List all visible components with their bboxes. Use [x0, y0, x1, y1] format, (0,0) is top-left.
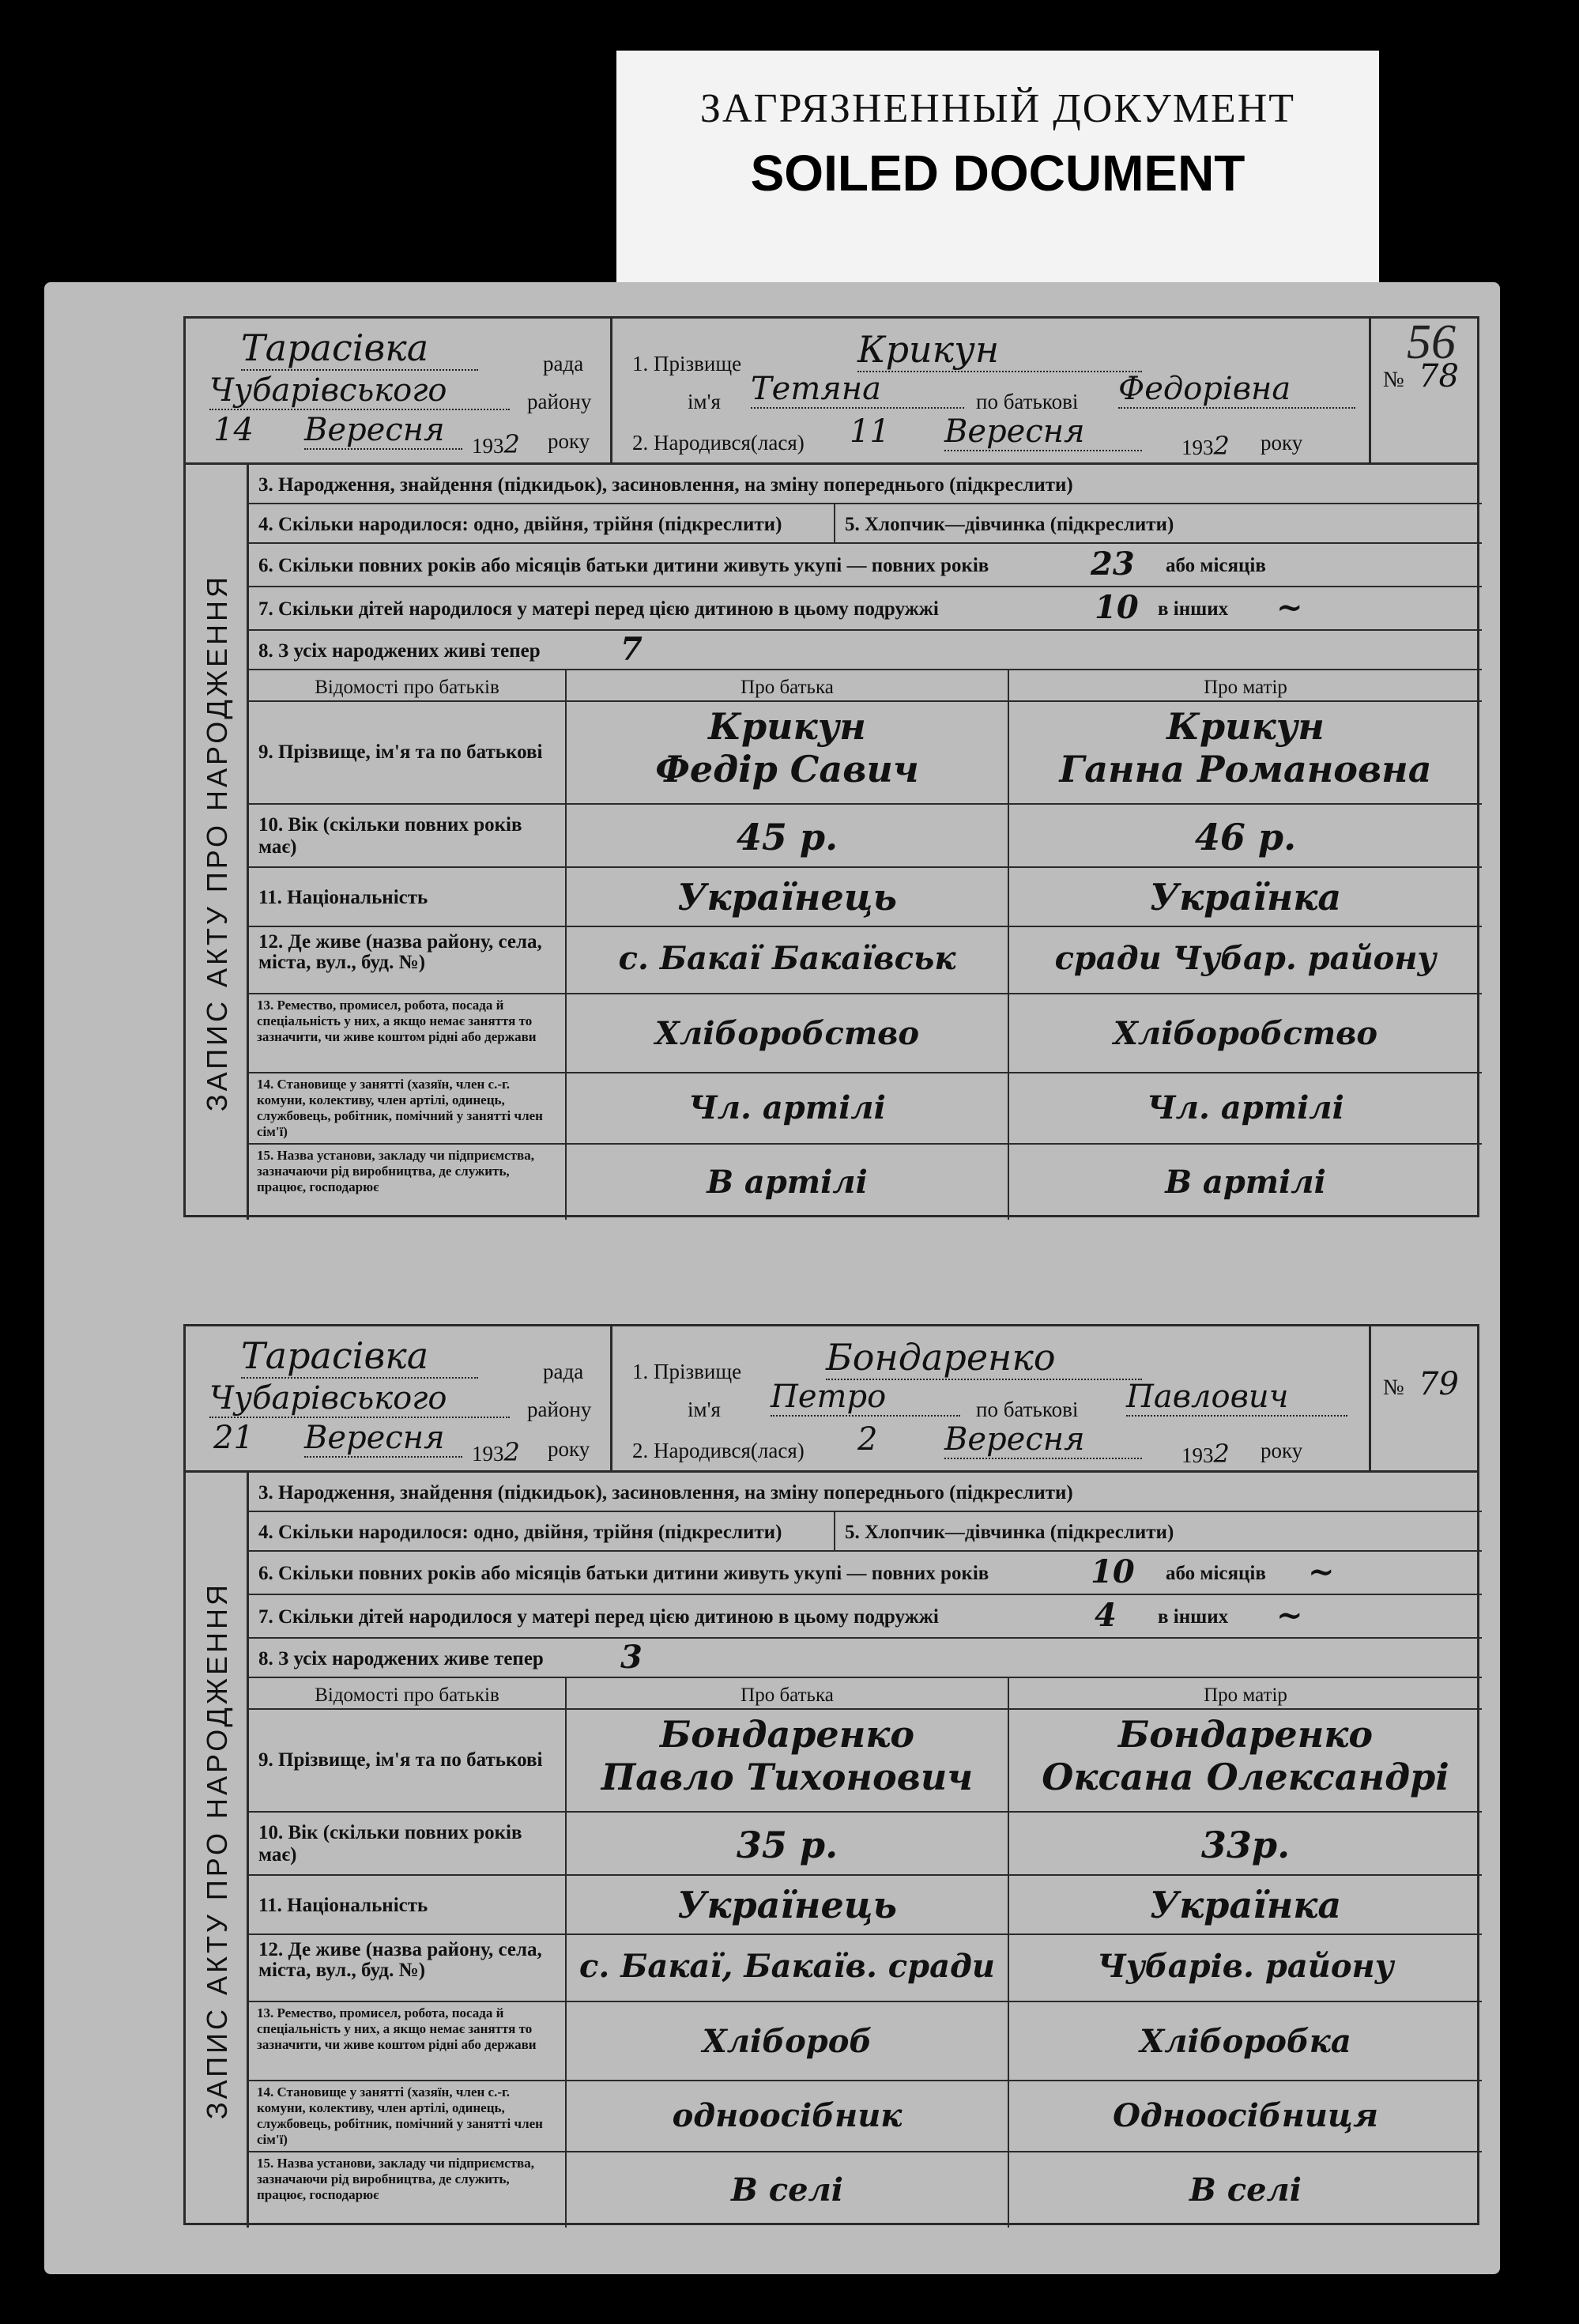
- row-7-label: 7. Скільки дітей народилося у матері перед цією дитиною в цьому подружжі: [258, 1606, 939, 1628]
- row-4-5: [249, 1512, 1482, 1552]
- row-14-label-cell: [249, 1073, 565, 1143]
- row-8-label: 8. З усіх народжених живе тепер: [258, 1648, 544, 1669]
- row-10-label: 10. Вік (скільки повних років має): [258, 1822, 522, 1866]
- row-14: [249, 2081, 1482, 2152]
- mother-name-cell: [1008, 702, 1482, 803]
- name-label: ім'я: [688, 390, 721, 413]
- mother-workplace-cell: [1008, 1145, 1482, 1220]
- record-number: 78: [1419, 358, 1459, 394]
- child-info-block: [612, 1326, 1371, 1470]
- parents-header-row: [249, 670, 1482, 702]
- registry-office-block: [186, 1326, 612, 1470]
- row-10: [249, 805, 1482, 868]
- mother-nationality: Українка: [1149, 876, 1342, 919]
- row-6-months-label: або місяців: [1166, 555, 1266, 576]
- row-9-label-cell: [249, 1710, 565, 1811]
- row-11: [249, 1876, 1482, 1935]
- child-name: Петро: [771, 1379, 960, 1417]
- row-10-label-cell: [249, 805, 565, 866]
- row-13-label: 13. Ремество, промисел, робота, посада й спеціальність у них, а якщо немає заняття то зазначити, чи живе коштом рідні або держави: [257, 998, 537, 1044]
- father-residence: с. Бакаї, Бакаїв. сради: [579, 1948, 995, 1985]
- born-label: 2. Народився(лася): [632, 1439, 805, 1462]
- born-year-print: 193: [1181, 436, 1214, 459]
- born-month: Вересня: [944, 413, 1142, 451]
- birth-record-78: [183, 316, 1479, 1217]
- father-occupation-cell: [565, 994, 1008, 1072]
- col-father-label: Про батька: [741, 1685, 834, 1706]
- record-number: 79: [1419, 1366, 1459, 1402]
- row-3-label: 3. Народження, знайдення (підкидьок), засиновлення, на зміну попереднього (підкреслити): [258, 1482, 1073, 1503]
- row-5-label: 5. Хлопчик—дівчинка (підкреслити): [845, 1522, 1174, 1543]
- registration-year: 2: [503, 1437, 520, 1467]
- row-3: [249, 1473, 1482, 1512]
- row-3-label: 3. Народження, знайдення (підкидьок), засиновлення, на зміну попереднього (підкреслити): [258, 474, 1073, 496]
- row-12: [249, 1935, 1482, 2002]
- row-6: [249, 1552, 1482, 1595]
- years-together: 23: [1091, 545, 1135, 583]
- parents-header-row: [249, 1678, 1482, 1710]
- rada-label: рада: [543, 1360, 584, 1383]
- father-age-cell: [565, 1813, 1008, 1874]
- father-age: 45 р.: [736, 816, 838, 858]
- born-roku-label: року: [1261, 431, 1303, 455]
- child-name: Тетяна: [751, 371, 964, 409]
- father-residence: с. Бакаї Бакаївськ: [618, 940, 956, 977]
- mother-status: Чл. артілі: [1147, 1089, 1344, 1126]
- father-name-cell: [565, 702, 1008, 803]
- mother-residence: сради Чубар. району: [1054, 940, 1437, 977]
- registration-year: 2: [503, 429, 520, 459]
- row-12-label: 12. Де живе (назва району, села, міста, вул., буд. №): [258, 931, 542, 973]
- row-6-label: 6. Скільки повних років або місяців батьки дитини живуть укупі — повних років: [258, 555, 989, 576]
- father-workplace: В артілі: [707, 1164, 868, 1201]
- row-14-label: 14. Становище у занятті (хазяїн, член с.-г. комуни, колективу, член артілі, одинець, службовець, робітник, помічний у занятті член сім'ї): [257, 1077, 543, 1139]
- mother-residence-cell: [1008, 927, 1482, 993]
- col-father: [565, 1678, 1008, 1708]
- row-15: [249, 1145, 1482, 1220]
- row-7-others-label: в інших: [1158, 598, 1229, 620]
- raion-value: Чубарівського: [209, 1380, 510, 1418]
- row-11-label-cell: [249, 1876, 565, 1934]
- side-title-text: ЗАПИС АКТУ ПРО НАРОДЖЕННЯ: [201, 573, 233, 1111]
- mother-name-cell: [1008, 1710, 1482, 1811]
- father-surname: Бондаренко: [659, 1713, 915, 1756]
- rada-label: рада: [543, 352, 584, 375]
- alive-now: 7: [620, 631, 643, 668]
- father-name: Павло Тихонович: [601, 1756, 974, 1798]
- row-13-label-cell: [249, 2002, 565, 2080]
- col-mother-label: Про матір: [1204, 1685, 1287, 1706]
- record-rows: [249, 1473, 1482, 2228]
- row-10: [249, 1813, 1482, 1876]
- registration-year-print: 193: [472, 1442, 504, 1466]
- record-body: [186, 1473, 1477, 2228]
- mother-residence-cell: [1008, 1935, 1482, 2001]
- row-9-label-cell: [249, 702, 565, 803]
- row-14: [249, 1073, 1482, 1145]
- mother-age-cell: [1008, 805, 1482, 866]
- row-13: [249, 2002, 1482, 2081]
- row-6-label: 6. Скільки повних років або місяців батьки дитини живуть укупі — повних років: [258, 1563, 989, 1584]
- mother-status: Одноосібниця: [1113, 2097, 1378, 2134]
- row-4-label: 4. Скільки народилося: одно, двійня, трійня (підкреслити): [258, 514, 782, 535]
- father-status: Чл. артілі: [688, 1089, 886, 1126]
- number-label: №: [1383, 368, 1404, 392]
- father-age: 35 р.: [736, 1824, 838, 1866]
- father-nationality: Українець: [677, 1884, 897, 1926]
- row-5-label: 5. Хлопчик—дівчинка (підкреслити): [845, 514, 1174, 535]
- roku-label: року: [548, 429, 590, 453]
- row-13-label-cell: [249, 994, 565, 1072]
- child-info-block: [612, 319, 1371, 462]
- mother-status-cell: [1008, 1073, 1482, 1143]
- born-year-print: 193: [1181, 1443, 1214, 1467]
- mother-status-cell: [1008, 2081, 1482, 2151]
- col-mother: [1008, 1678, 1482, 1708]
- col-father: [565, 670, 1008, 700]
- soiled-document-label: [616, 51, 1379, 284]
- side-title-text: ЗАПИС АКТУ ПРО НАРОДЖЕННЯ: [201, 1581, 233, 2119]
- row-9: [249, 1710, 1482, 1813]
- birth-record-79: [183, 1324, 1479, 2225]
- row-4-label: 4. Скільки народилося: одно, двійня, трійня (підкреслити): [258, 1522, 782, 1543]
- child-patronymic: Павлович: [1126, 1379, 1347, 1417]
- col-info: [249, 670, 565, 700]
- alive-now: 3: [620, 1639, 643, 1676]
- row-15: [249, 2152, 1482, 2228]
- patronymic-label: по батькові: [976, 1398, 1079, 1421]
- row-11-label: 11. Національність: [258, 887, 428, 908]
- row-8: [249, 1639, 1482, 1678]
- record-number-block: [1371, 319, 1482, 462]
- row-15-label-cell: [249, 1145, 565, 1220]
- children-other: ~: [1276, 589, 1303, 626]
- row-12-label: 12. Де живе (назва району, села, міста, вул., буд. №): [258, 1939, 542, 1981]
- col-info: [249, 1678, 565, 1708]
- row-7-label: 7. Скільки дітей народилося у матері перед цією дитиною в цьому подружжі: [258, 598, 939, 620]
- registration-month: Вересня: [304, 1420, 462, 1458]
- number-label: №: [1383, 1375, 1404, 1400]
- mother-occupation-cell: [1008, 994, 1482, 1072]
- side-title: [186, 1473, 249, 2228]
- father-status: одноосібник: [672, 2097, 903, 2134]
- rada-value: Тарасівка: [241, 326, 478, 371]
- mother-workplace: В селі: [1189, 2171, 1302, 2209]
- father-surname: Крикун: [708, 705, 866, 748]
- mother-surname: Крикун: [1166, 705, 1325, 748]
- child-surname: Крикун: [857, 328, 1142, 372]
- row-13: [249, 994, 1482, 1073]
- mother-occupation: Хліборобка: [1140, 2023, 1351, 2060]
- roku-label: року: [548, 1437, 590, 1461]
- mother-age-cell: [1008, 1813, 1482, 1874]
- mother-workplace: В артілі: [1165, 1164, 1326, 1201]
- row-6-months-label: або місяців: [1166, 1563, 1266, 1584]
- born-roku-label: року: [1261, 1439, 1303, 1462]
- surname-label: 1. Прізвище: [632, 1360, 742, 1383]
- record-header: [186, 1326, 1477, 1473]
- mother-occupation-cell: [1008, 2002, 1482, 2080]
- col-mother-label: Про матір: [1204, 677, 1287, 698]
- born-month: Вересня: [944, 1421, 1142, 1459]
- col-info-label: Відомості про батьків: [315, 1685, 499, 1706]
- registration-day: 21: [213, 1420, 254, 1456]
- child-patronymic: Федорівна: [1118, 371, 1355, 409]
- father-occupation: Хліборобство: [654, 1015, 920, 1052]
- row-6: [249, 544, 1482, 587]
- mother-nationality: Українка: [1149, 1884, 1342, 1926]
- row-13-label: 13. Ремество, промисел, робота, посада й спеціальність у них, а якщо немає заняття то зазначити, чи живе коштом рідні або держави: [257, 2005, 537, 2052]
- page-number: 56: [1407, 315, 1456, 369]
- row-12-label-cell: [249, 927, 565, 993]
- row-5-cell: [834, 504, 1482, 542]
- row-7-others-label: в інших: [1158, 1606, 1229, 1628]
- row-9: [249, 702, 1482, 805]
- col-mother: [1008, 670, 1482, 700]
- row-9-label: 9. Прізвище, ім'я та по батькові: [258, 741, 543, 763]
- raion-label: району: [527, 1398, 592, 1421]
- row-10-label-cell: [249, 1813, 565, 1874]
- raion-label: району: [527, 390, 592, 413]
- record-number-block: [1371, 1326, 1482, 1470]
- row-14-label-cell: [249, 2081, 565, 2151]
- patronymic-label: по батькові: [976, 390, 1079, 413]
- row-9-label: 9. Прізвище, ім'я та по батькові: [258, 1749, 543, 1771]
- born-label: 2. Народився(лася): [632, 431, 805, 455]
- father-residence-cell: [565, 927, 1008, 993]
- father-status-cell: [565, 1073, 1008, 1143]
- label-russian: ЗАГРЯЗНЕННЫЙ ДОКУМЕНТ: [699, 86, 1296, 131]
- mother-workplace-cell: [1008, 2152, 1482, 2228]
- row-7: [249, 1595, 1482, 1639]
- father-residence-cell: [565, 1935, 1008, 2001]
- row-4-5: [249, 504, 1482, 544]
- name-label: ім'я: [688, 1398, 721, 1421]
- father-workplace-cell: [565, 2152, 1008, 2228]
- mother-surname: Бондаренко: [1117, 1713, 1374, 1756]
- born-year: 2: [1213, 1439, 1230, 1469]
- surname-label: 1. Прізвище: [632, 352, 742, 375]
- father-nationality-cell: [565, 1876, 1008, 1934]
- mother-age: 33р.: [1200, 1824, 1291, 1866]
- row-7: [249, 587, 1482, 631]
- row-12-label-cell: [249, 1935, 565, 2001]
- father-occupation: Хлібороб: [702, 2023, 872, 2060]
- mother-name: Оксана Олександрі: [1042, 1756, 1449, 1798]
- children-before: 10: [1095, 589, 1139, 626]
- mother-name: Ганна Романовна: [1059, 748, 1432, 790]
- col-info-label: Відомості про батьків: [315, 677, 499, 698]
- mother-nationality-cell: [1008, 868, 1482, 926]
- mother-occupation: Хліборобство: [1113, 1015, 1378, 1052]
- rada-value: Тарасівка: [241, 1334, 478, 1379]
- registration-year-print: 193: [472, 434, 504, 458]
- registration-day: 14: [213, 412, 254, 448]
- raion-value: Чубарівського: [209, 372, 510, 410]
- row-11-label-cell: [249, 868, 565, 926]
- father-status-cell: [565, 2081, 1008, 2151]
- row-15-label: 15. Назва установи, закладу чи підприємства, зазначаючи рід виробництва, де служить, працює, господарює: [257, 1148, 534, 1194]
- row-10-label: 10. Вік (скільки повних років має): [258, 814, 522, 858]
- row-15-label-cell: [249, 2152, 565, 2228]
- child-surname: Бондаренко: [826, 1336, 1142, 1380]
- col-father-label: Про батька: [741, 677, 834, 698]
- father-nationality-cell: [565, 868, 1008, 926]
- row-8: [249, 631, 1482, 670]
- father-name: Федір Савич: [655, 748, 919, 790]
- born-day: 11: [850, 413, 890, 450]
- row-15-label: 15. Назва установи, закладу чи підприємства, зазначаючи рід виробництва, де служить, працює, господарює: [257, 2156, 534, 2202]
- children-other: ~: [1276, 1597, 1303, 1634]
- years-together: 10: [1091, 1553, 1135, 1590]
- mother-age: 46 р.: [1194, 816, 1297, 858]
- record-header: [186, 319, 1477, 465]
- father-nationality: Українець: [677, 876, 897, 919]
- months-together: ~: [1308, 1553, 1335, 1590]
- father-name-cell: [565, 1710, 1008, 1811]
- father-workplace-cell: [565, 1145, 1008, 1220]
- registry-office-block: [186, 319, 612, 462]
- father-occupation-cell: [565, 2002, 1008, 2080]
- row-8-label: 8. З усіх народжених живі тепер: [258, 640, 541, 662]
- row-5-cell: [834, 1512, 1482, 1550]
- mother-residence: Чубарів. району: [1097, 1948, 1394, 1985]
- father-age-cell: [565, 805, 1008, 866]
- children-before: 4: [1095, 1597, 1117, 1634]
- row-11: [249, 868, 1482, 927]
- registration-month: Вересня: [304, 412, 462, 450]
- father-workplace: В селі: [730, 2171, 843, 2209]
- row-12: [249, 927, 1482, 994]
- born-year: 2: [1213, 431, 1230, 461]
- side-title: [186, 465, 249, 1220]
- row-3: [249, 465, 1482, 504]
- record-rows: [249, 465, 1482, 1220]
- record-body: [186, 465, 1477, 1220]
- row-14-label: 14. Становище у занятті (хазяїн, член с.-г. комуни, колективу, член артілі, одинець, службовець, робітник, помічний у занятті член сім'ї): [257, 2084, 543, 2147]
- label-english: SOILED DOCUMENT: [750, 145, 1245, 202]
- row-11-label: 11. Національність: [258, 1895, 428, 1916]
- mother-nationality-cell: [1008, 1876, 1482, 1934]
- born-day: 2: [857, 1421, 878, 1458]
